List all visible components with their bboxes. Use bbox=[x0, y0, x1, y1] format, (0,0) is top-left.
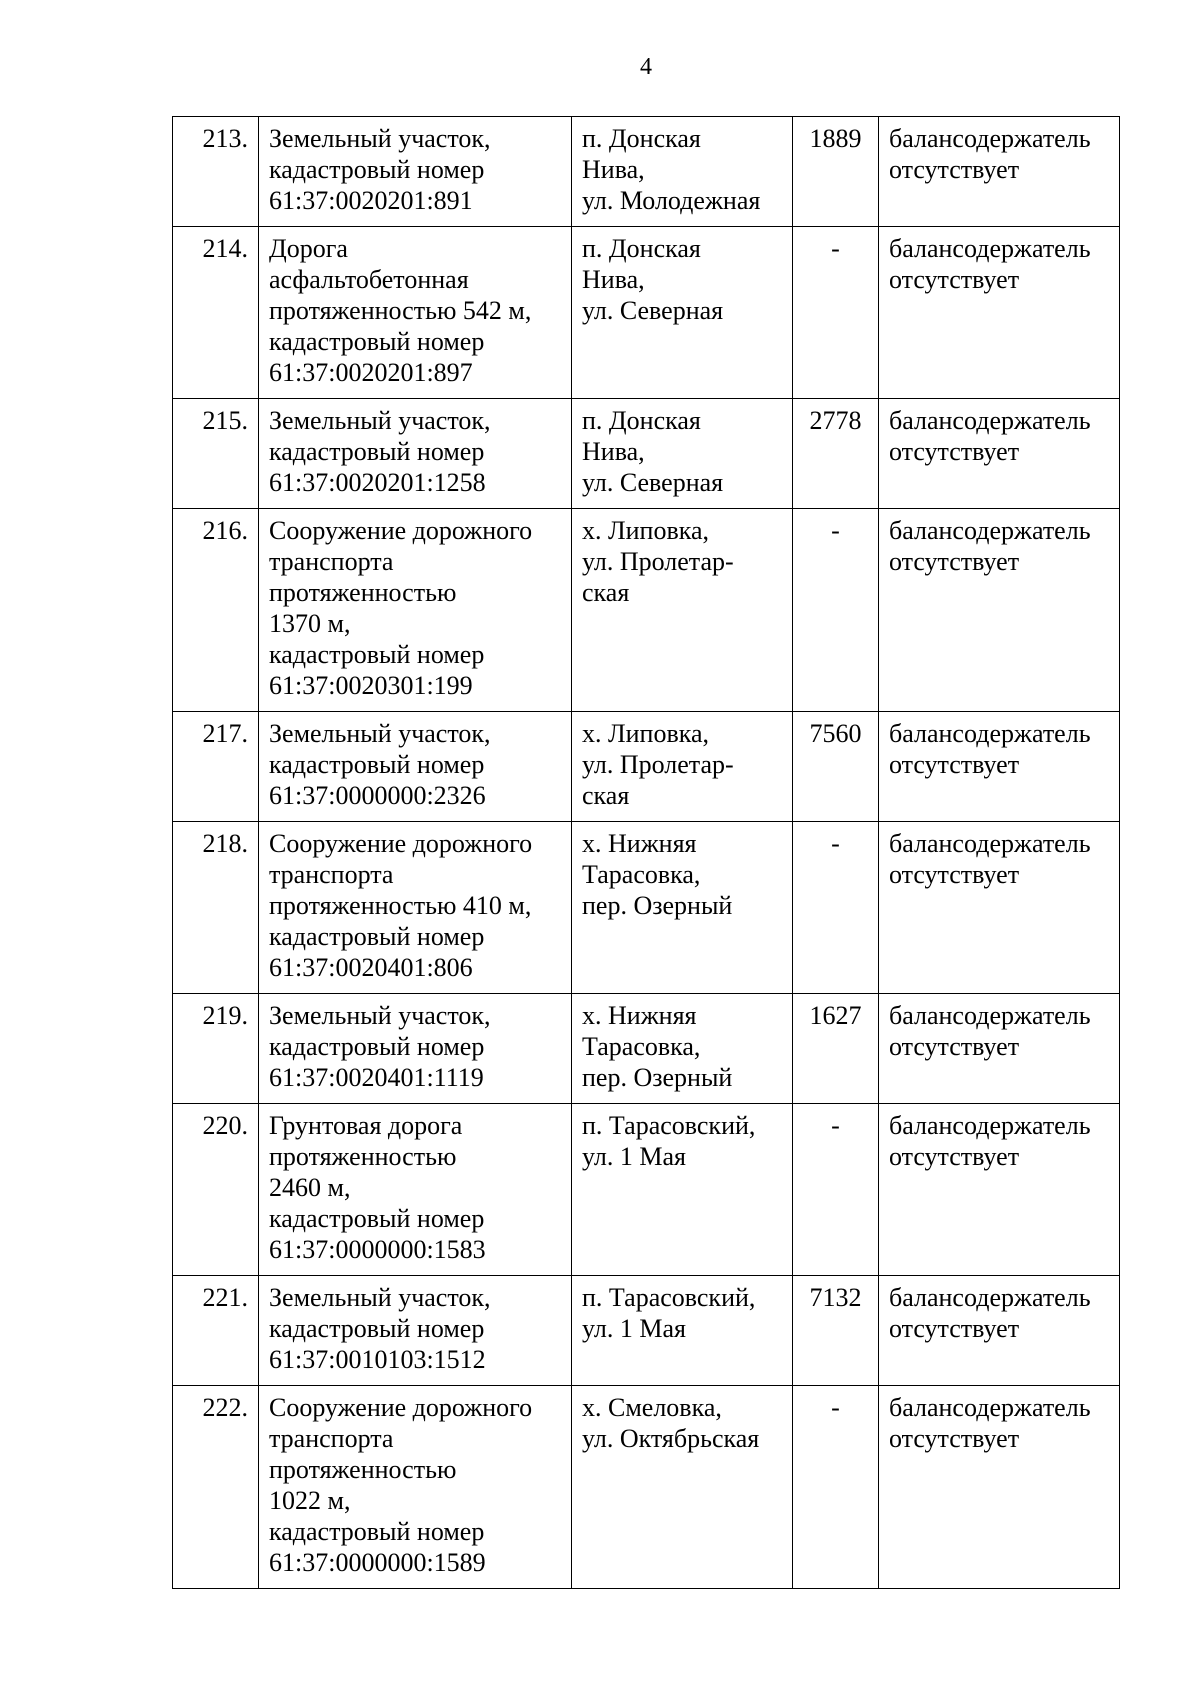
holder-cell: балансодержатель отсутствует bbox=[879, 227, 1120, 399]
table-row bbox=[173, 227, 1120, 399]
holder-cell: балансодержатель отсутствует bbox=[879, 1276, 1120, 1386]
address-cell: х. Смеловка, ул. Октябрьская bbox=[572, 1386, 793, 1589]
holder-cell: балансодержатель отсутствует bbox=[879, 822, 1120, 994]
row-number-cell: 213. bbox=[173, 117, 259, 227]
area-cell: 2778 bbox=[793, 399, 879, 509]
area-cell: - bbox=[793, 1386, 879, 1589]
object-name-cell: Земельный участок, кадастровый номер 61:37:0020201:891 bbox=[259, 117, 572, 227]
object-name-cell: Земельный участок, кадастровый номер 61:37:0000000:2326 bbox=[259, 712, 572, 822]
holder-cell: балансодержатель отсутствует bbox=[879, 1386, 1120, 1589]
table-row bbox=[173, 822, 1120, 994]
page-number: 4 bbox=[640, 54, 652, 80]
object-name-cell: Дорога асфальтобетонная протяженностью 542 м, кадастровый номер 61:37:0020201:897 bbox=[259, 227, 572, 399]
area-cell: - bbox=[793, 822, 879, 994]
address-cell: п. Тарасовский, ул. 1 Мая bbox=[572, 1276, 793, 1386]
address-cell: п. Донская Нива, ул. Северная bbox=[572, 399, 793, 509]
row-number-cell: 222. bbox=[173, 1386, 259, 1589]
row-number-cell: 221. bbox=[173, 1276, 259, 1386]
holder-cell: балансодержатель отсутствует bbox=[879, 994, 1120, 1104]
area-cell: 7560 bbox=[793, 712, 879, 822]
row-number-cell: 216. bbox=[173, 509, 259, 712]
row-number-cell: 220. bbox=[173, 1104, 259, 1276]
area-cell: 1627 bbox=[793, 994, 879, 1104]
object-name-cell: Сооружение дорожного транспорта протяженностью 410 м, кадастровый номер 61:37:0020401:806 bbox=[259, 822, 572, 994]
row-number-cell: 215. bbox=[173, 399, 259, 509]
holder-cell: балансодержатель отсутствует bbox=[879, 509, 1120, 712]
object-name-cell: Сооружение дорожного транспорта протяженностью 1022 м, кадастровый номер 61:37:0000000:1589 bbox=[259, 1386, 572, 1589]
address-cell: п. Тарасовский, ул. 1 Мая bbox=[572, 1104, 793, 1276]
area-cell: - bbox=[793, 1104, 879, 1276]
row-number-cell: 218. bbox=[173, 822, 259, 994]
address-cell: п. Донская Нива, ул. Северная bbox=[572, 227, 793, 399]
area-cell: - bbox=[793, 227, 879, 399]
row-number-cell: 217. bbox=[173, 712, 259, 822]
area-cell: - bbox=[793, 509, 879, 712]
address-cell: п. Донская Нива, ул. Молодежная bbox=[572, 117, 793, 227]
object-name-cell: Земельный участок, кадастровый номер 61:37:0010103:1512 bbox=[259, 1276, 572, 1386]
table-body bbox=[173, 117, 1120, 1589]
row-number-cell: 219. bbox=[173, 994, 259, 1104]
table-row bbox=[173, 1104, 1120, 1276]
table-row bbox=[173, 994, 1120, 1104]
address-cell: х. Нижняя Тарасовка, пер. Озерный bbox=[572, 994, 793, 1104]
table-row bbox=[173, 509, 1120, 712]
object-name-cell: Земельный участок, кадастровый номер 61:37:0020401:1119 bbox=[259, 994, 572, 1104]
holder-cell: балансодержатель отсутствует bbox=[879, 117, 1120, 227]
property-registry-table bbox=[172, 116, 1120, 1589]
address-cell: х. Липовка, ул. Пролетар- ская bbox=[572, 712, 793, 822]
table-row bbox=[173, 1386, 1120, 1589]
object-name-cell: Грунтовая дорога протяженностью 2460 м, кадастровый номер 61:37:0000000:1583 bbox=[259, 1104, 572, 1276]
holder-cell: балансодержатель отсутствует bbox=[879, 1104, 1120, 1276]
object-name-cell: Земельный участок, кадастровый номер 61:37:0020201:1258 bbox=[259, 399, 572, 509]
address-cell: х. Нижняя Тарасовка, пер. Озерный bbox=[572, 822, 793, 994]
row-number-cell: 214. bbox=[173, 227, 259, 399]
holder-cell: балансодержатель отсутствует bbox=[879, 712, 1120, 822]
holder-cell: балансодержатель отсутствует bbox=[879, 399, 1120, 509]
area-cell: 1889 bbox=[793, 117, 879, 227]
object-name-cell: Сооружение дорожного транспорта протяженностью 1370 м, кадастровый номер 61:37:0020301:199 bbox=[259, 509, 572, 712]
address-cell: х. Липовка, ул. Пролетар- ская bbox=[572, 509, 793, 712]
area-cell: 7132 bbox=[793, 1276, 879, 1386]
table-row bbox=[173, 399, 1120, 509]
table-row bbox=[173, 1276, 1120, 1386]
table-row bbox=[173, 712, 1120, 822]
table-row bbox=[173, 117, 1120, 227]
